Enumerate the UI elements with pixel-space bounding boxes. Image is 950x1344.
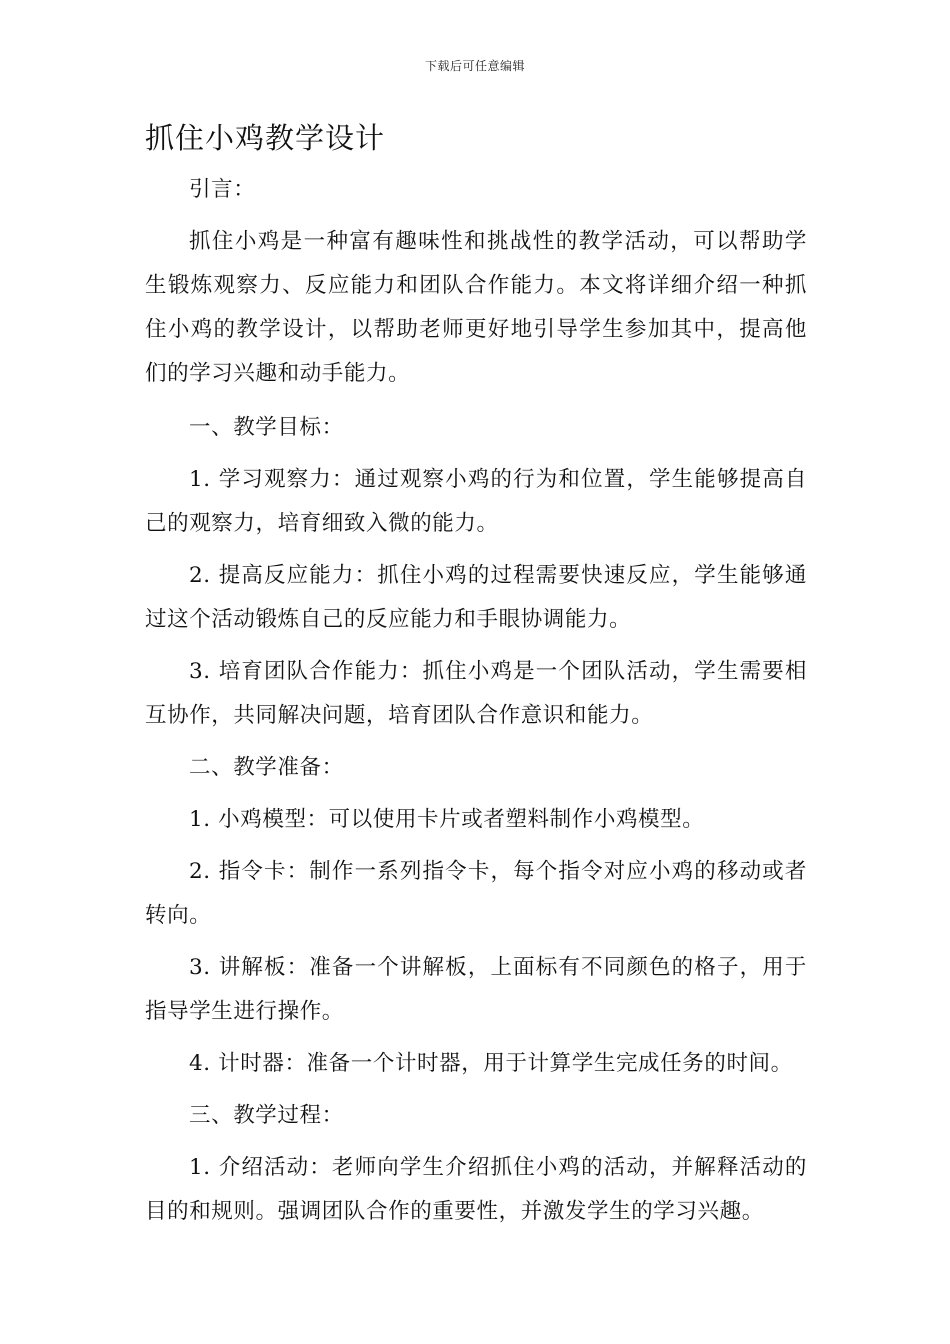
objective-item-1: 1. 学习观察力：通过观察小鸡的行为和位置，学生能够提高自己的观察力，培育细致入微的能力。 [145, 467, 807, 536]
preparation-item-3: 3. 讲解板：准备一个讲解板，上面标有不同颜色的格子，用于指导学生进行操作。 [145, 955, 807, 1024]
section-heading-preparation: 二、教学准备： [189, 755, 344, 780]
document-body [145, 168, 807, 1242]
section-heading-process: 三、教学过程： [189, 1103, 344, 1128]
preparation-item-2: 2. 指令卡：制作一系列指令卡，每个指令对应小鸡的移动或者转向。 [145, 859, 807, 928]
objective-item-2: 2. 提高反应能力：抓住小鸡的过程需要快速反应，学生能够通过这个活动锻炼自己的反应能力和手眼协调能力。 [145, 563, 807, 632]
objective-item-3: 3. 培育团队合作能力：抓住小鸡是一个团队活动，学生需要相互协作，共同解决问题，培育团队合作意识和能力。 [145, 659, 807, 728]
document-title: 抓住小鸡教学设计 [145, 121, 386, 155]
section-heading-objectives: 一、教学目标： [189, 415, 344, 440]
process-item-1: 1. 介绍活动：老师向学生介绍抓住小鸡的活动，并解释活动的目的和规则。强调团队合作的重要性，并激发学生的学习兴趣。 [145, 1155, 807, 1224]
intro-heading: 引言： [189, 177, 256, 202]
intro-paragraph: 抓住小鸡是一种富有趣味性和挑战性的教学活动，可以帮助学生锻炼观察力、反应能力和团队合作能力。本文将详细介绍一种抓住小鸡的教学设计，以帮助老师更好地引导学生参加其中，提高他们的学习兴趣和动手能力。 [145, 229, 807, 386]
preparation-item-4: 4. 计时器：准备一个计时器，用于计算学生完成任务的时间。 [189, 1051, 793, 1076]
preparation-item-1: 1. 小鸡模型：可以使用卡片或者塑料制作小鸡模型。 [189, 807, 705, 832]
header-note: 下载后可任意编辑 [424, 59, 525, 73]
